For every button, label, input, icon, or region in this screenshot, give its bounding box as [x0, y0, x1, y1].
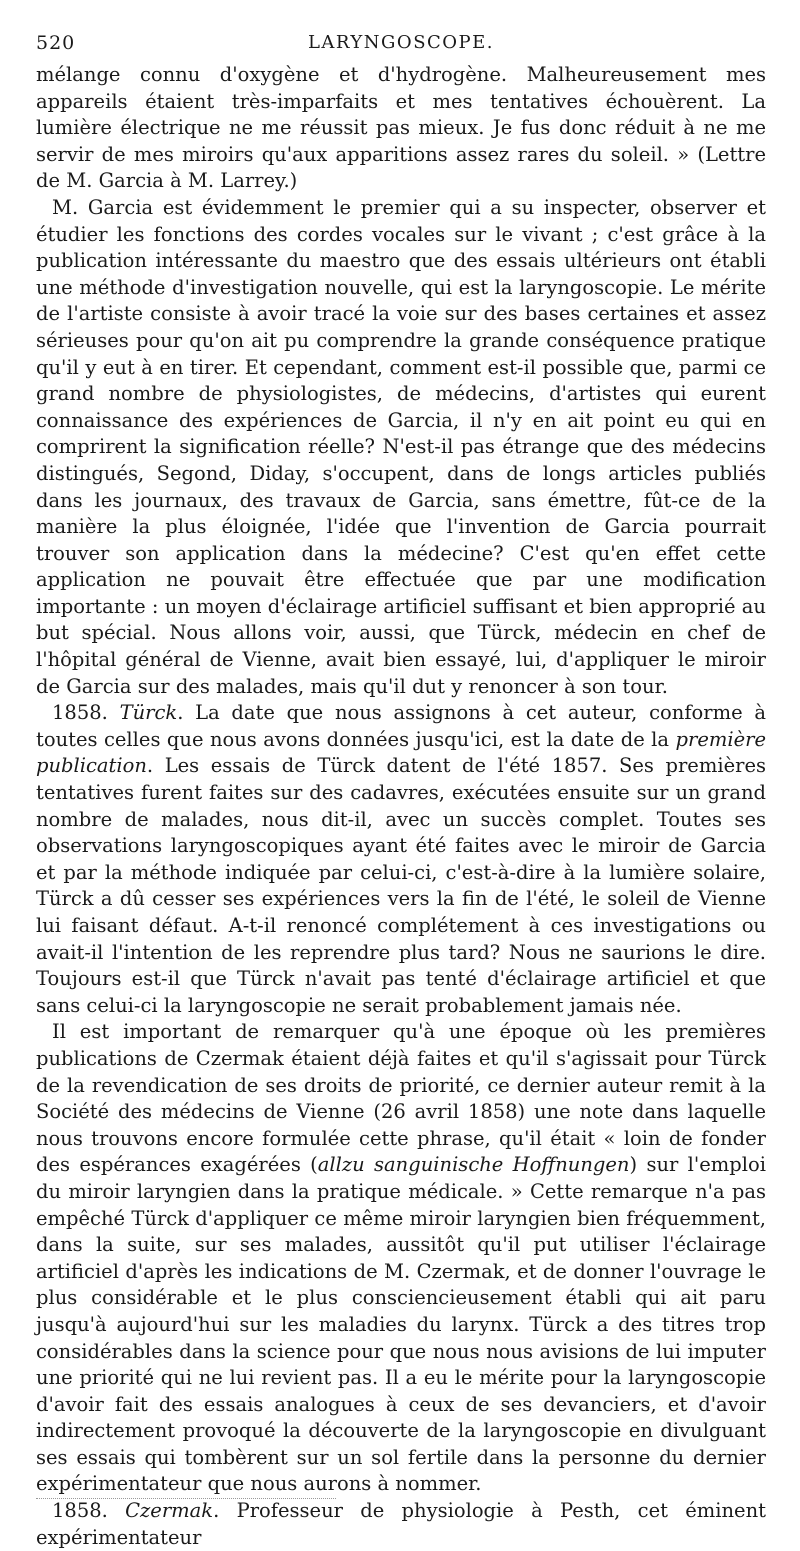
paragraph-text: mélange connu d'oxygène et d'hydrogène. Malheureusement mes appareils étaient très-imparfaits et mes tentatives échouèrent. La lumière électrique ne me réussit pas mieux. Je fus donc réduit à ne me servir de mes miroirs qu'aux apparitions assez rares du soleil. » (Lettre de M. Garcia à M. Larrey.) [36, 63, 766, 193]
paragraph-turck-priority [36, 1019, 766, 1498]
author-name-czermak: Czermak [125, 1499, 214, 1523]
paragraph-garcia-letter-end [36, 62, 766, 195]
paragraph-text: ) sur l'emploi du miroir laryngien dans la pratique médicale. » Cette remarque n'a pas empêché Türck d'appliquer ce même miroir laryngien bien fréquemment, dans la suite, sur ses malades, aussitôt qu'il put utiliser l'éclairage artificiel d'après les indications de M. Czermak, et de donner l'ouvrage le plus considérable et le plus consciencieusement établi qui ait paru jusqu'à aujourd'hui sur les maladies du larynx. Türck a des titres trop considérables dans la science pour que nous nous avisions de lui imputer une priorité qui ne lui revient pas. Il a eu le mérite pour la laryngoscopie d'avoir fait des essais analogues à ceux de ses devanciers, et d'avoir indirectement provoqué la découverte de la laryngoscopie en divulguant ses essais qui tombèrent sur un sol fertile dans la personne du dernier expérimentateur que nous aurons à nommer. [36, 1153, 766, 1496]
paragraph-garcia-assessment [36, 195, 766, 700]
footer-rule [36, 1498, 336, 1499]
paragraph-text: . La date que nous assignons à cet auteur, conforme à toutes celles que nous avons données jusqu'ici, est la date de la [36, 701, 766, 751]
paragraph-text: . Professeur de physiologie à Pesth, cet éminent expérimentateur [36, 1499, 766, 1549]
page-number: 520 [36, 32, 76, 54]
running-title: LARYNGOSCOPE. [307, 32, 495, 53]
paragraph-text: . Les essais de Türck datent de l'été 1857. Ses premières tentatives furent faites sur des cadavres, exécutées ensuite sur un grand nombre de malades, nous dit-il, avec un succès complet. Toutes ses observations laryngoscopiques ayant été faites avec le miroir de Garcia et par la méthode indiquée par celui-ci, c'est-à-dire à la lumière solaire, Türck a dû cesser ses expériences vers la fin de l'été, le soleil de Vienne lui faisant défaut. A-t-il renoncé complétement à ces investigations ou avait-il l'intention de les reprendre plus tard? Nous ne saurions le dire. Toujours est-il que Türck n'avait pas tenté d'éclairage artificiel et que sans celui-ci la laryngoscopie ne serait probablement jamais née. [36, 754, 766, 1017]
paragraph-czermak [36, 1498, 766, 1551]
book-page [36, 32, 766, 1551]
paragraph-turck [36, 700, 766, 1019]
paragraph-text: 1858. [52, 701, 120, 725]
author-name-turck: Türck [119, 701, 178, 725]
paragraph-text: Il est important de remarquer qu'à une époque où les premières publications de Czermak étaient déjà faites et qu'il s'agissait pour Türck de la revendication de ses droits de priorité, ce dernier auteur remit à la Société des médecins de Vienne (26 avril 1858) une note dans laquelle nous trouvons encore formulée cette phrase, qu'il était « loin de fonder des espérances exagérées ( [36, 1020, 766, 1177]
paragraph-text: 1858. [52, 1499, 126, 1523]
running-head [36, 32, 766, 62]
paragraph-text: M. Garcia est évidemment le premier qui a su inspecter, observer et étudier les fonctions des cordes vocales sur le vivant ; c'est grâce à la publication intéressante du maestro que des essais ultérieurs ont établi une méthode d'investigation nouvelle, qui est la laryngoscopie. Le mérite de l'artiste consiste à avoir tracé la voie sur des bases certaines et assez sérieuses pour qu'on ait pu comprendre la grande conséquence pratique qu'il y eut à en tirer. Et cependant, comment est-il possible que, parmi ce grand nombre de physiologistes, de médecins, d'artistes qui eurent connaissance des expériences de Garcia, il n'y en ait point eu qui en comprirent la signification réelle? N'est-il pas étrange que des médecins distingués, Segond, Diday, s'occupent, dans de longs articles publiés dans les journaux, des travaux de Garcia, sans émettre, fût-ce de la manière la plus éloignée, l'idée que l'invention de Garcia pourrait trouver son application dans la médecine? C'est qu'en effet cette application ne pouvait être effectuée que par une modification importante : un moyen d'éclairage artificiel suffisant et bien approprié au but spécial. Nous allons voir, aussi, que Türck, médecin en chef de l'hôpital général de Vienne, avait bien essayé, lui, d'appliquer le miroir de Garcia sur des malades, mais qu'il dut y renoncer à son tour. [36, 195, 766, 698]
emphasis-first-publication: première publication [36, 727, 766, 778]
german-quotation: allzu sanguinische Hoffnungen [317, 1153, 630, 1177]
